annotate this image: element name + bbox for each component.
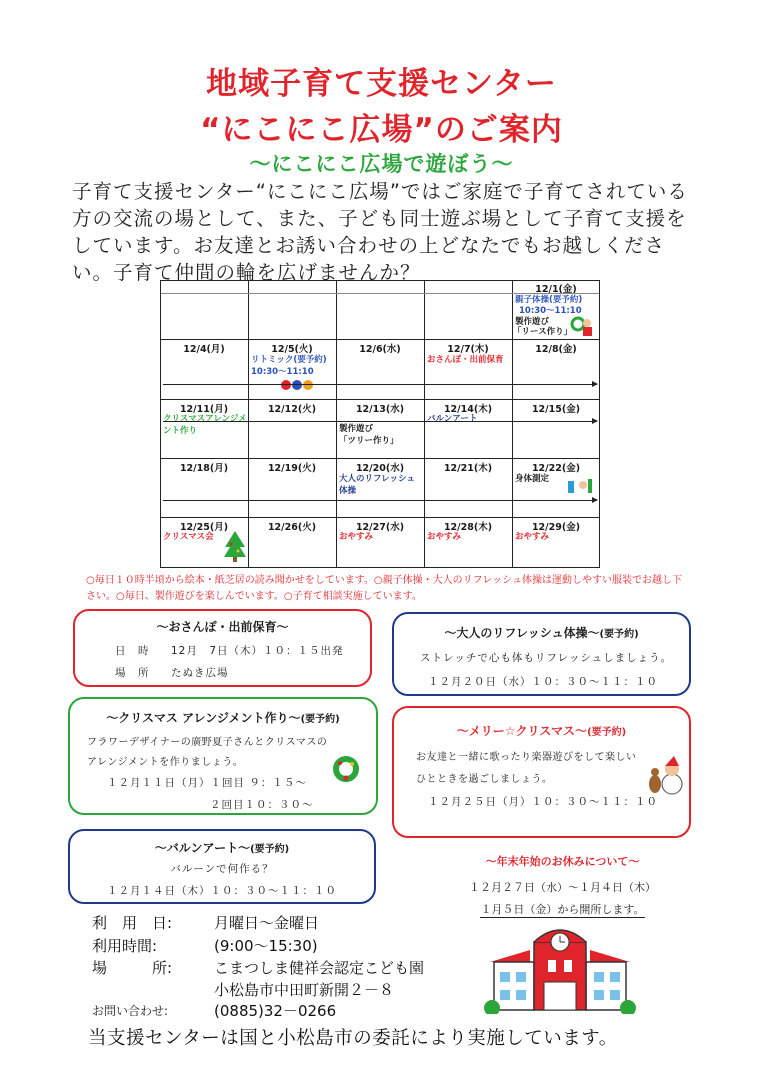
kindergarten-building-icon <box>480 922 640 1014</box>
date-label: 12/15(金) <box>531 404 581 415</box>
intro-text: 子育て支援センター“にこにこ広場”ではご家庭で子育てされている方の交流の場として、また、子ども同士遊ぶ場として子育て支援をしています。お友達とお誘い合わせの上どなたでもお越しください。子育て仲間の輪を広げませんか？ <box>72 180 688 284</box>
box-time: １２月２０日（水）１０：３０～１１：１０ <box>428 676 658 688</box>
title-text: ～クリスマス アレンジメント作り～ <box>106 711 301 725</box>
event-label: 体操 <box>339 486 357 496</box>
date-label: 12/25(月) <box>179 522 229 533</box>
date-label: 12/7(木) <box>447 344 489 355</box>
christmas-tree-icon <box>223 529 247 563</box>
days-label: 利 用 日: <box>92 914 173 932</box>
event-label: 製作遊び <box>515 317 550 327</box>
date-label: 12/5(火) <box>271 344 313 355</box>
week-arrow <box>163 384 597 385</box>
title-line2: “にこにこ広場”のご案内 <box>200 112 563 148</box>
box-title <box>394 624 689 641</box>
box-body: アレンジメントを作りましょう。 <box>87 757 244 768</box>
holiday-line2-text: １月５日（金）から開所します。 <box>480 903 645 916</box>
box-body: フラワーデザイナーの廣野夏子さんとクリスマスの <box>87 737 328 748</box>
footer-text: 当支援センターは国と小松島市の委託により実施しています。 <box>88 1028 618 1049</box>
date-label: 12/29(金) <box>531 522 581 533</box>
height-scale-icon <box>566 477 596 495</box>
box-body: お友達と一緒に歌ったり楽器遊びをして楽しい <box>416 752 637 763</box>
merry-christmas-box <box>392 706 691 838</box>
refresh-box <box>392 612 691 696</box>
event-label: 10:30～11:10 <box>519 306 582 316</box>
box-title <box>70 709 376 726</box>
place-label: 場 所: <box>92 959 173 977</box>
december-calendar <box>160 280 600 568</box>
box-time: １２月１４日（木）１０：３０～１１：１０ <box>107 885 337 897</box>
title-text: ～メリー☆クリスマス～ <box>456 724 588 738</box>
date-label: 12/11(月) <box>179 404 229 415</box>
date-label: 12/1(金) <box>535 284 577 295</box>
wreath-kid-icon <box>569 315 595 337</box>
box-body: バルーンで何作る？ <box>170 863 274 875</box>
event-label: クリスマス会 <box>163 532 214 542</box>
week-arrow <box>163 500 597 501</box>
box-time: １２月１１日（月）１回目 ９：１５～ <box>107 777 307 789</box>
place-value: たぬき広場 <box>171 667 229 679</box>
event-label: おやすみ <box>515 532 550 542</box>
wreath-icon <box>332 755 360 783</box>
days-value: 月曜日～金曜日 <box>214 914 320 932</box>
date-label: 12/19(火) <box>267 463 317 474</box>
balloon-art-box <box>68 829 376 904</box>
reservation-note: (要予約) <box>250 844 290 855</box>
title-text: ～バルンアート～ <box>154 841 251 855</box>
christmas-arrangement-box <box>68 697 378 815</box>
reservation-note: (要予約) <box>300 714 340 725</box>
event-label: 親子体操(要予約) <box>515 295 583 305</box>
instruments-icon <box>279 378 315 392</box>
event-label: 身体測定 <box>515 474 550 484</box>
week-arrow <box>163 421 597 422</box>
date-label: 12/22(金) <box>531 463 581 474</box>
box-time: １２月２５日（月）１０：３０～１１：１０ <box>428 796 658 808</box>
date-label: 12/14(木) <box>443 404 493 415</box>
date-label: 12/12(火) <box>267 404 317 415</box>
event-label: 「ツリー作り」 <box>339 436 399 446</box>
box-body: ストレッチで心も体もリフレッシュしましょう。 <box>420 652 673 664</box>
event-label: 「リース作り」 <box>513 327 573 337</box>
date-label: 12/26(火) <box>267 522 317 533</box>
date-label: 12/20(水) <box>355 463 405 474</box>
date-label: 日 時 <box>115 645 150 657</box>
date-label: 12/8(金) <box>535 344 577 355</box>
date-label: 12/4(月) <box>183 344 225 355</box>
box-time: ２回目１０：３０～ <box>210 799 314 811</box>
date-label: 12/18(月) <box>179 463 229 474</box>
place-value: こまつしま健祥会認定こども園 <box>214 959 425 977</box>
holiday-line1: １２月２７日（水）～１月４日（木） <box>469 881 656 894</box>
title-text: ～大人のリフレッシュ体操～ <box>444 626 600 640</box>
holiday-title: ～年末年始のお休みについて～ <box>485 855 640 868</box>
event-label: おさんぽ・出前保育 <box>427 355 504 365</box>
event-label: 製作遊び <box>339 424 374 434</box>
santa-icon <box>646 754 686 798</box>
holiday-line2 <box>440 901 685 917</box>
event-label: 大人のリフレッシュ <box>339 474 415 484</box>
event-label: おやすみ <box>427 532 462 542</box>
event-label: リトミック(要予約) <box>251 355 327 365</box>
event-label: クリスマスアレンジメ <box>163 414 247 424</box>
event-label: おやすみ <box>339 532 374 542</box>
sanpo-box <box>73 609 372 687</box>
address-value: 小松島市中田町新開２－８ <box>214 981 395 999</box>
title-line1: 地域子育て支援センター <box>206 66 557 102</box>
box-title <box>70 839 374 856</box>
place-label: 場 所 <box>115 667 150 679</box>
subtitle: ～にこにこ広場で遊ぼう～ <box>249 152 514 176</box>
box-title <box>394 722 689 739</box>
date-label: 12/21(木) <box>443 463 493 474</box>
date-label: 12/27(水) <box>355 522 405 533</box>
notice-text: ○毎日１０時半頃から絵本・紙芝居の読み聞かせをしています。○親子体操・大人のリフレッシュ体操は運動しやすい服装でお越し下さい。○毎日、製作遊びを楽しんでいます。○子育て相談実施しています。 <box>86 575 682 602</box>
contact-label: お問い合わせ: <box>92 1004 169 1018</box>
event-label: バルンアート <box>427 414 478 424</box>
hours-value: (9:00～15:30) <box>214 937 318 955</box>
date-label: 12/28(木) <box>443 522 493 533</box>
date-label: 12/6(水) <box>359 344 401 355</box>
reservation-note: (要予約) <box>599 629 639 640</box>
contact-value: (0885)32－0266 <box>214 1002 337 1020</box>
date-label: 12/13(水) <box>355 404 405 415</box>
reservation-note: (要予約) <box>587 727 627 738</box>
hours-label: 利用時間: <box>92 937 158 955</box>
box-body: ひとときを過ごしましょう。 <box>416 774 553 785</box>
event-label: ント作り <box>163 426 198 436</box>
box-title: ～おさんぽ・出前保育～ <box>156 620 289 634</box>
event-label: 10:30～11:10 <box>251 367 314 377</box>
date-value: 12月 7日（木）１０：１５出発 <box>171 645 344 657</box>
